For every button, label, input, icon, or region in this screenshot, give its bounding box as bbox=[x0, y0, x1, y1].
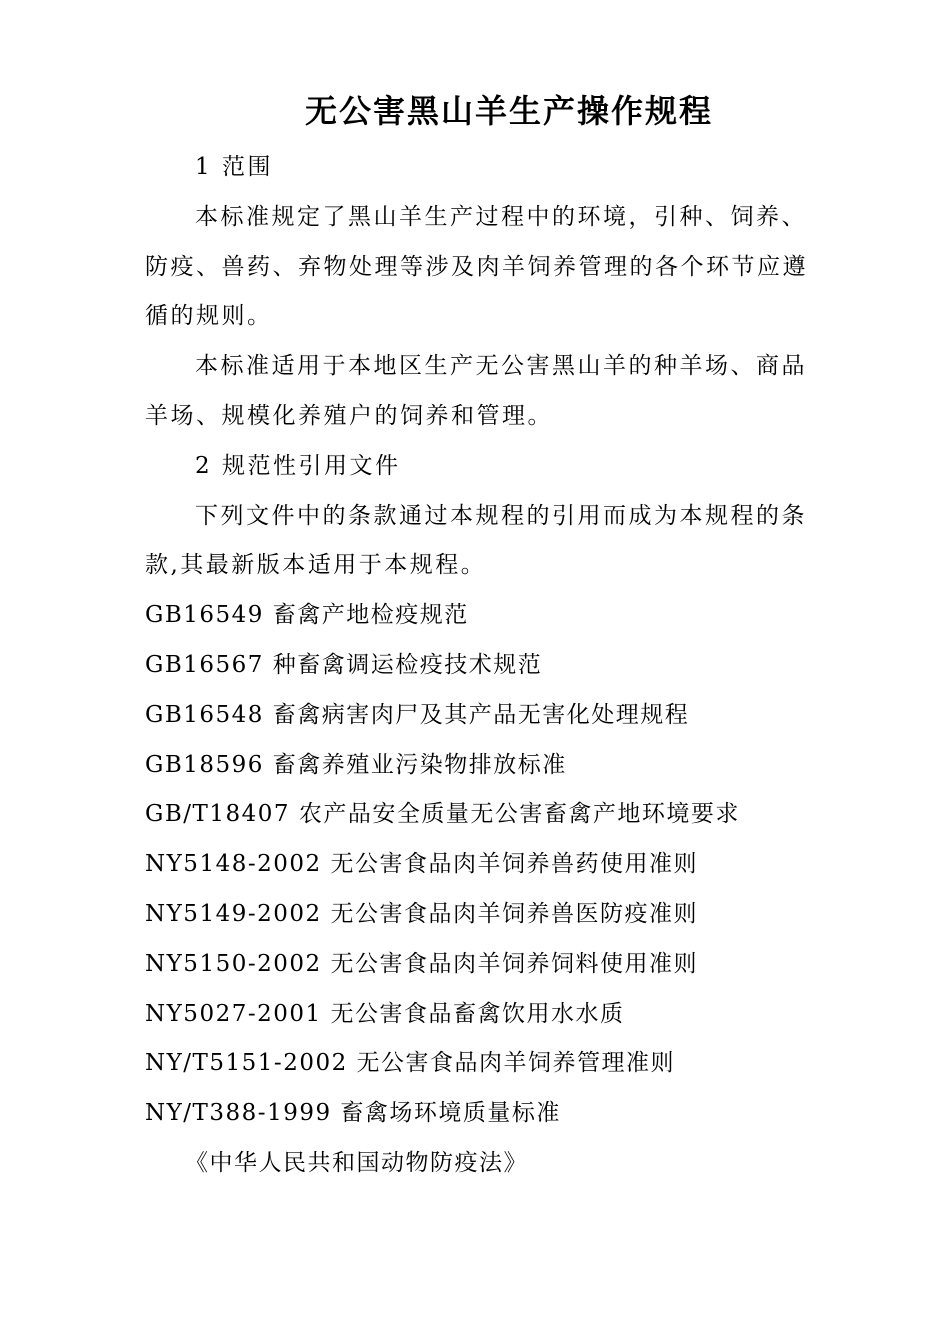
reference-item: GB18596 畜禽养殖业污染物排放标准 bbox=[145, 751, 567, 778]
reference-item: GB16548 畜禽病害肉尸及其产品无害化处理规程 bbox=[145, 701, 690, 728]
reference-item: NY5148-2002 无公害食品肉羊饲养兽药使用准则 bbox=[145, 851, 698, 878]
section-heading-normative-references: 2 规范性引用文件 bbox=[195, 452, 401, 479]
paragraph-scope-applicability: 本标准适用于本地区生产无公害黑山羊的种羊场、商品羊场、规模化养殖户的饲养和管理。 bbox=[145, 353, 807, 429]
paragraph-references-intro: 下列文件中的条款通过本规程的引用而成为本规程的条款,其最新版本适用于本规程。 bbox=[145, 502, 807, 579]
reference-item-law: 《中华人民共和国动物防疫法》 bbox=[185, 1149, 528, 1176]
reference-item: NY5149-2002 无公害食品肉羊饲养兽医防疫准则 bbox=[145, 900, 698, 927]
reference-item: NY/T5151-2002 无公害食品肉羊饲养管理准则 bbox=[145, 1050, 676, 1077]
reference-item: GB16549 畜禽产地检疫规范 bbox=[145, 602, 469, 629]
reference-item: GB16567 种畜禽调运检疫技术规范 bbox=[145, 651, 543, 678]
paragraph-scope-rules: 本标准规定了黑山羊生产过程中的环境，引种、饲养、防疫、兽药、弃物处理等涉及肉羊饲养管理的各个环节应遵循的规则。 bbox=[145, 203, 808, 330]
reference-item: NY5150-2002 无公害食品肉羊饲养饲料使用准则 bbox=[145, 950, 698, 977]
section-heading-scope: 1 范围 bbox=[195, 154, 273, 180]
document-body bbox=[145, 143, 815, 1189]
reference-item: NY5027-2001 无公害食品畜禽饮用水水质 bbox=[145, 1000, 625, 1027]
document-title: 无公害黑山羊生产操作规程 bbox=[304, 92, 713, 130]
reference-item: GB/T18407 农产品安全质量无公害畜禽产地环境要求 bbox=[145, 801, 740, 828]
reference-item: NY/T388-1999 畜禽场环境质量标准 bbox=[145, 1100, 561, 1127]
